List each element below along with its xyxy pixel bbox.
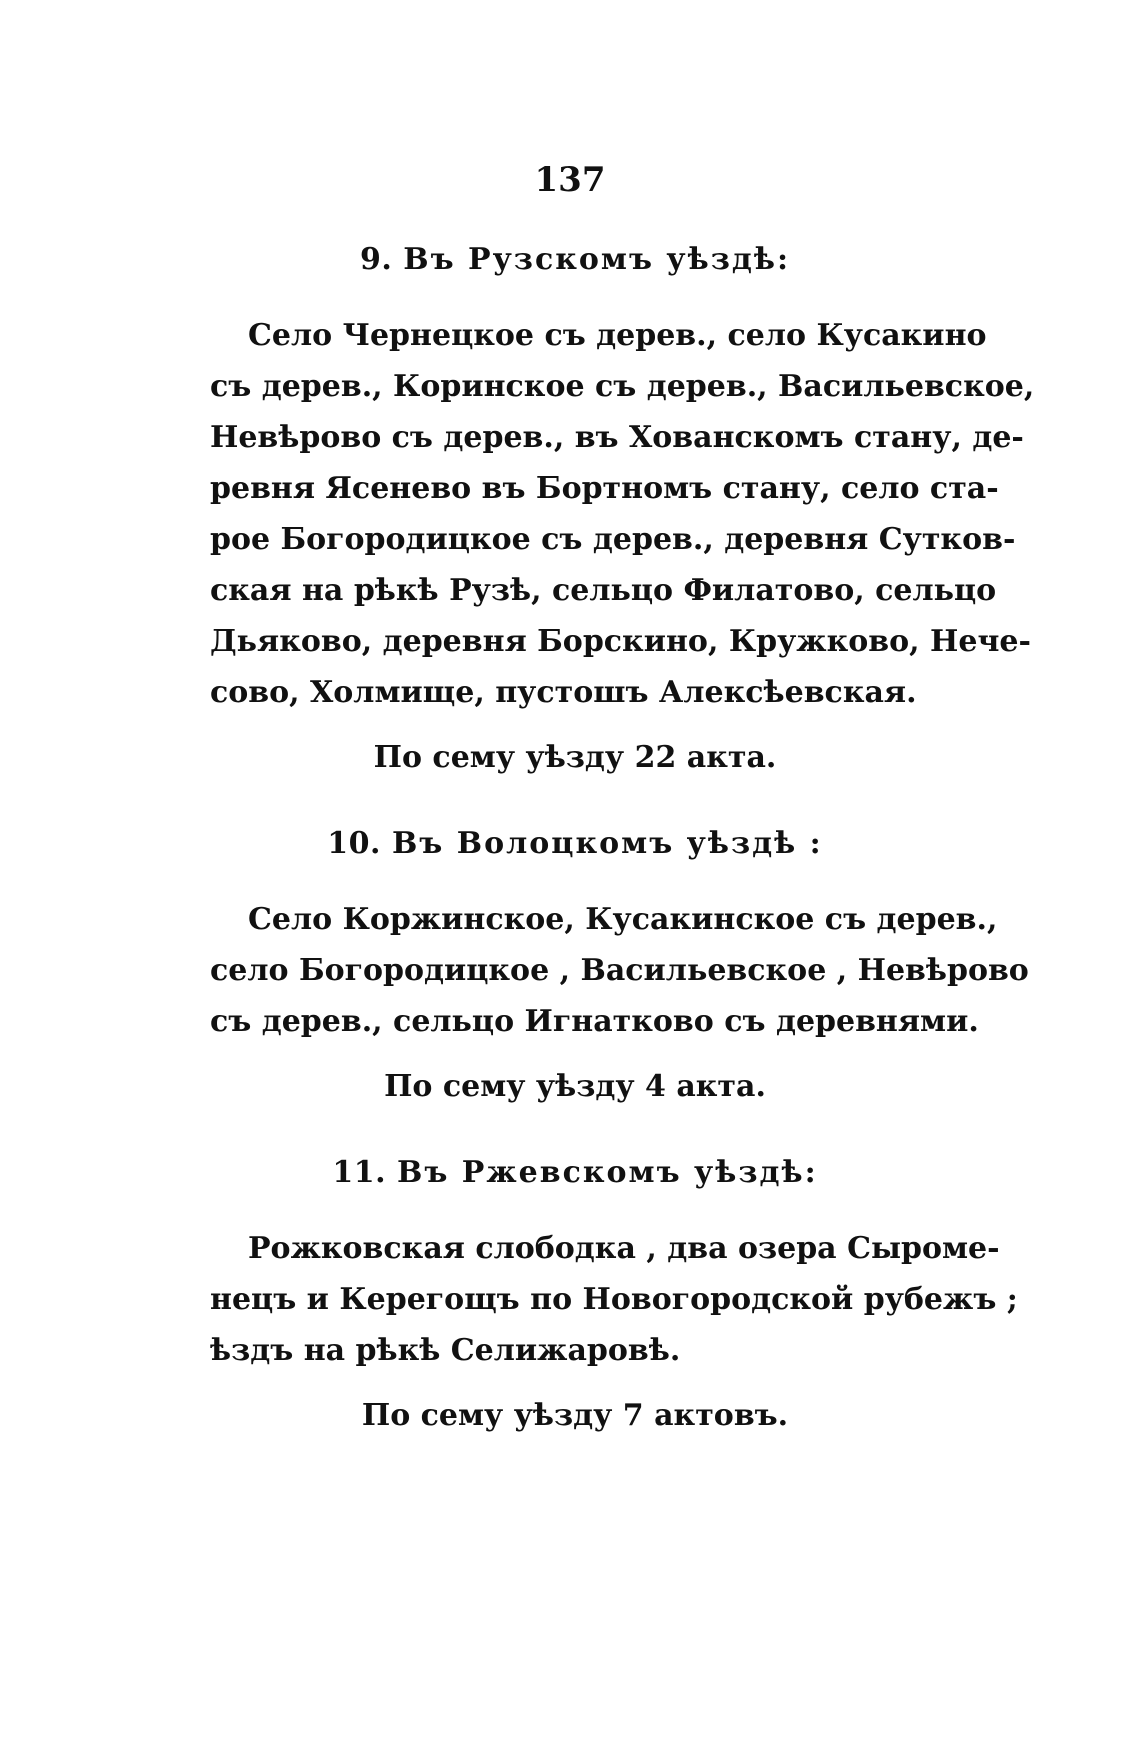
section-paragraph (210, 1223, 1018, 1376)
paragraph-line: ская на рѣкѣ Рузѣ, сельцо Филатово, сельцо (210, 573, 997, 608)
section-heading (210, 1153, 940, 1193)
paragraph-line: Дьяково, деревня Борскино, Кружково, Нече- (210, 624, 1031, 659)
section-number: 10. (327, 826, 381, 861)
section-number: 11. (332, 1155, 387, 1190)
section-total: По сему уѣзду 22 акта. (373, 740, 777, 775)
paragraph-line: Село Коржинское, Кусакинское съ дерев., (248, 902, 998, 937)
section-total: По сему уѣзду 7 актовъ. (361, 1398, 789, 1433)
paragraph-line: Село Чернецкое съ дерев., село Кусакино (248, 318, 987, 353)
page-number: 137 (534, 160, 606, 200)
section-title: Въ Ржевскомъ уѣздѣ: (396, 1155, 818, 1190)
paragraph-line: ревня Ясенево въ Бортномъ стану, село ста- (210, 471, 999, 506)
section-number: 9. (359, 242, 393, 277)
section-paragraph (210, 894, 1029, 1047)
page-content (210, 240, 1035, 1482)
paragraph-line: сово, Холмище, пустошъ Алексѣевская. (210, 675, 917, 710)
section-rzhev (210, 1153, 1018, 1438)
paragraph-line: съ дерев., Коринское съ дерев., Васильевское, (210, 369, 1035, 404)
paragraph-line: съ дерев., сельцо Игнатково съ деревнями. (210, 1004, 979, 1039)
section-volokolamsk (210, 824, 1029, 1109)
section-heading (210, 240, 940, 280)
section-title: Въ Рузскомъ уѣздѣ: (403, 242, 791, 277)
paragraph-line: нецъ и Керегощъ по Новогородской рубежъ ; (210, 1282, 1018, 1317)
section-total: По сему уѣзду 4 акта. (384, 1069, 766, 1104)
paragraph-line: Невѣрово съ дерев., въ Хованскомъ стану, де- (210, 420, 1024, 455)
paragraph-line: ѣздъ на рѣкѣ Селижаровѣ. (210, 1333, 681, 1368)
section-title: Въ Волоцкомъ уѣздѣ : (391, 826, 823, 861)
paragraph-line: рое Богородицкое съ дерев., деревня Сутков- (210, 522, 1016, 557)
section-paragraph (210, 310, 1035, 718)
section-heading (210, 824, 940, 864)
paragraph-line: село Богородицкое , Васильевское , Невѣрово (210, 953, 1029, 988)
paragraph-line: Рожковская слободка , два озера Сыроме- (248, 1231, 1000, 1266)
section-ruza (210, 240, 1035, 780)
